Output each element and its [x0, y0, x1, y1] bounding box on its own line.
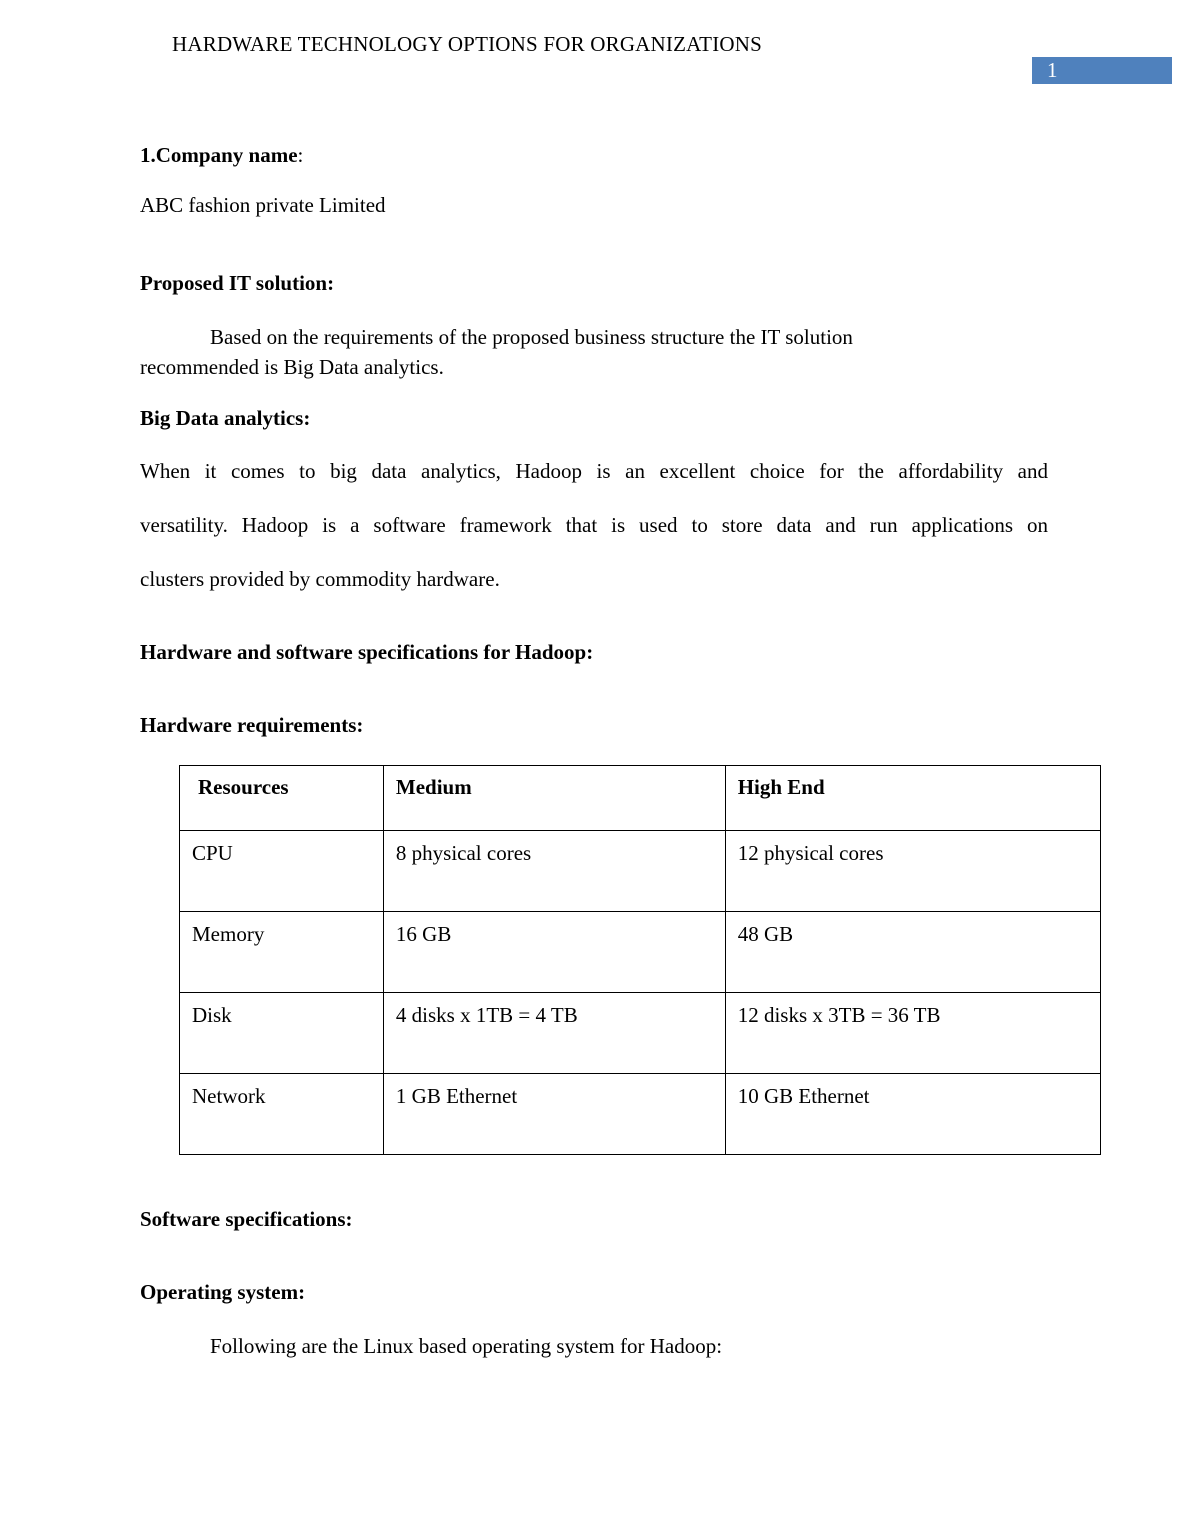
hardware-requirements-table [179, 765, 1101, 1155]
table-header-row [180, 766, 1101, 831]
os-heading: Operating system: [140, 1280, 306, 1304]
table-cell-resource: Network [180, 1074, 384, 1155]
table-cell-high-end: 12 physical cores [725, 831, 1100, 912]
hardware-heading: Hardware requirements: [140, 713, 364, 737]
big-data-line-1: When it comes to big data analytics, Hadoop is an excellent choice for the affordability and [140, 459, 1048, 483]
big-data-heading: Big Data analytics: [140, 406, 311, 430]
table-cell-medium: 16 GB [383, 912, 725, 993]
table-row [180, 993, 1101, 1074]
company-name: ABC fashion private Limited [140, 193, 386, 217]
table-cell-high-end: 12 disks x 3TB = 36 TB [725, 993, 1100, 1074]
os-text: Following are the Linux based operating system for Hadoop: [210, 1334, 723, 1358]
table-header-medium: Medium [383, 766, 725, 831]
proposed-line-1: Based on the requirements of the proposed business structure the IT solution [210, 325, 853, 349]
table-cell-resource: Memory [180, 912, 384, 993]
proposed-line-2: recommended is Big Data analytics. [140, 355, 444, 379]
running-header: HARDWARE TECHNOLOGY OPTIONS FOR ORGANIZATIONS [172, 32, 763, 56]
table-row [180, 831, 1101, 912]
proposed-heading: Proposed IT solution: [140, 271, 335, 295]
company-heading: 1.Company name [140, 143, 298, 167]
table-cell-resource: Disk [180, 993, 384, 1074]
table-row [180, 912, 1101, 993]
table-row [180, 1074, 1101, 1155]
company-heading-line [140, 143, 303, 168]
big-data-line-2: versatility. Hadoop is a software framework that is used to store data and run applications on [140, 513, 1048, 537]
page-number-badge [1032, 57, 1172, 84]
software-heading: Software specifications: [140, 1207, 353, 1231]
table-cell-high-end: 48 GB [725, 912, 1100, 993]
table-header-high-end: High End [725, 766, 1100, 831]
table-cell-medium: 1 GB Ethernet [383, 1074, 725, 1155]
page-number: 1 [1047, 58, 1058, 82]
table-cell-medium: 8 physical cores [383, 831, 725, 912]
table-cell-resource: CPU [180, 831, 384, 912]
company-heading-colon: : [297, 143, 304, 167]
table-cell-medium: 4 disks x 1TB = 4 TB [383, 993, 725, 1074]
table-cell-high-end: 10 GB Ethernet [725, 1074, 1100, 1155]
specs-heading: Hardware and software specifications for Hadoop: [140, 640, 594, 664]
table-header-resources: Resources [180, 766, 384, 831]
big-data-line-3: clusters provided by commodity hardware. [140, 567, 500, 591]
